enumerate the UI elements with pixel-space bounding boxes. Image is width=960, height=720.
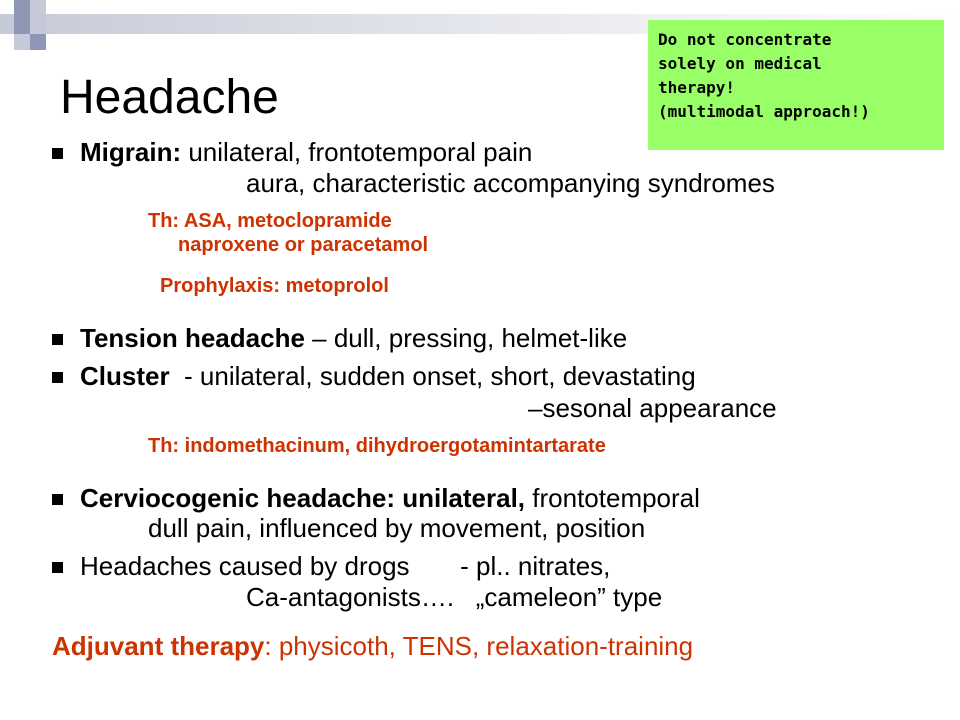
slide-title: Headache [60,71,279,124]
bullet-square [52,148,63,159]
bullet-square [52,562,63,573]
cluster-therapy: Th: indomethacinum, dihydroergotamintartarate [148,435,606,457]
migrain-therapy-2: naproxene or paracetamol [178,234,429,256]
decor-square [14,14,30,34]
decor-square [14,0,30,14]
tension-line [80,323,627,353]
drugs-line: Headaches caused by drogs - pl.. nitrates, [80,551,611,581]
decor-square [30,14,46,34]
migrain-prophylaxis: Prophylaxis: metoprolol [160,275,389,297]
migrain-therapy: Th: ASA, metoclopramide [148,210,392,232]
adjuvant-text: : physicoth, TENS, relaxation-training [264,631,694,661]
migrain-line [80,137,532,167]
tension-term: Tension headache [80,323,305,353]
cluster-continuation: –sesonal appearance [528,393,777,423]
decor-square [30,34,46,50]
bullet-square [52,334,63,345]
migrain-term: Migrain: [80,137,182,167]
decor-square [30,0,46,14]
drugs-continuation: Ca-antagonists…. „cameleon” type [246,582,663,612]
note-box [648,20,944,150]
bullet-square [52,494,63,505]
cervio-term: Cerviocogenic headache: unilateral, [80,483,526,513]
adjuvant-line [52,631,693,661]
cluster-term: Cluster [80,361,170,391]
decor-square [0,14,14,34]
cervio-text: frontotemporal [525,483,700,513]
adjuvant-term: Adjuvant therapy [52,631,265,661]
migrain-continuation: aura, characteristic accompanying syndromes [246,168,775,198]
note-line: therapy! [658,78,736,97]
bullet-square [52,372,63,383]
note-line: Do not concentrate [658,30,832,49]
cervio-line [80,483,700,513]
cluster-text: - unilateral, sudden onset, short, devastating [169,361,696,391]
tension-text: – dull, pressing, helmet-like [304,323,628,353]
decor-square [14,34,30,50]
cluster-line [80,361,696,391]
note-line: solely on medical [658,54,822,73]
migrain-text: unilateral, frontotemporal pain [181,137,533,167]
note-line: (multimodal approach!) [658,102,870,121]
cervio-continuation: dull pain, influenced by movement, position [148,513,646,543]
